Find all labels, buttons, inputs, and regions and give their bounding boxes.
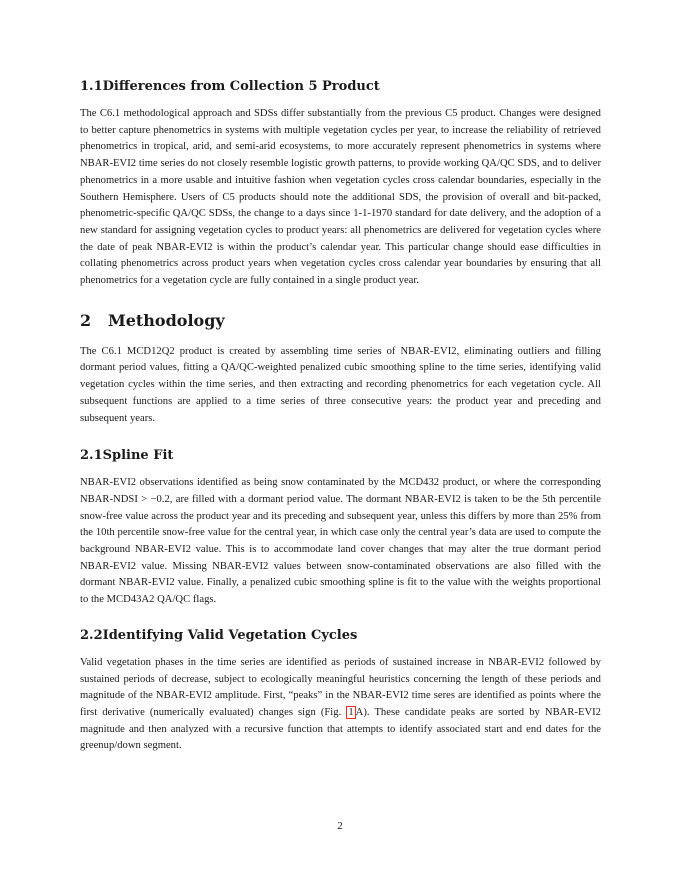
section-1-1: [80, 78, 601, 290]
section-number: 1.1: [80, 79, 103, 94]
section-title: Spline Fit: [102, 448, 174, 464]
section-title: Differences from Collection 5 Product: [102, 79, 380, 94]
paragraph-text: A). These candidate peaks are sorted by NBAR-EVI2 magnitude and then analyzed with a recursive function that attempts to identify associated start and end dates for the greenup/down segment.: [80, 706, 601, 752]
section-heading: [80, 447, 601, 465]
page-content: [80, 78, 601, 755]
section-2: [80, 310, 601, 428]
section-paragraph: NBAR-EVI2 observations identified as being snow contaminated by the MCD432 product, or where the corresponding NBAR-NDSI > −0.2, are filled with a dormant period value. The dormant NBAR-EVI2 is taken to be the 5th percentile snow-free value across the product year and its preceding and subsequent year, unless this differs by more than 25% from the 10th percentile snow-free value for the central year, in which case only the central year’s data are used to compute the background NBAR-EVI2 value. This is to accommodate land cover changes that may alter the true dormant period NBAR-EVI2 value. Missing NBAR-EVI2 values between snow-contaminated observations are also filled with the dormant NBAR-EVI2 value. Finally, a penalized cubic smoothing spline is fit to the value with the weights proportional to the MCD43A2 QA/QC flags.: [80, 477, 601, 606]
figure-reference-link[interactable]: 1: [348, 706, 354, 718]
section-2-1: [80, 447, 601, 609]
section-number: 2.1: [80, 448, 103, 464]
section-heading: [80, 78, 601, 96]
section-heading: [80, 627, 601, 645]
section-paragraph: The C6.1 MCD12Q2 product is created by assembling time series of NBAR-EVI2, eliminating outliers and filling dormant period values, fitting a QA/QC-weighted penalized cubic smoothing spline to the time series, identifying valid vegetation cycles within the time series, and then extracting and recording phenometrics for each vegetation cycle. All subsequent functions are applied to a time series of three consecutive years: the product year and preceding and subsequent years.: [80, 345, 601, 424]
section-paragraph: [80, 655, 601, 755]
section-number: 2: [80, 310, 92, 330]
section-number: 2.2: [80, 627, 103, 643]
page-number: 2: [337, 820, 343, 832]
section-paragraph: The C6.1 methodological approach and SDSs differ substantially from the previous C5 product. Changes were designed to better capture phenometrics in systems with multiple vegetation cycles per year, to increase the reliability of retrieved phenometrics in tropical, arid, and semi-arid ecosystems, to more accurately represent phenometrics in systems where NBAR-EVI2 time series do not closely resemble logistic growth patterns, to provide working QA/QC SDS, and to deliver phenometrics in a more usable and intuitive fashion when vegetation cycles cross calendar boundaries, especially in the Southern Hemisphere. Users of C5 products should note the additional SDS, the provision of overall and bit-packed, phenometric-specific QA/QC SDSs, the change to a days since 1-1-1970 standard for date delivery, and the adoption of a new standard for assigning vegetation cycles to product years: all phenometrics are delivered for vegetation cycles where the date of peak NBAR-EVI2 is within the product’s calendar year. This particular change should ease difficulties in collating phenometrics across product years when vegetation cycles cross calendar year boundaries by ensuring that all phenometrics for a vegetation cycle are fully contained in a single product year.: [80, 108, 601, 287]
paragraph-text: Valid vegetation phases in the time series are identified as periods of sustained increase in NBAR-EVI2 followed by sustained periods of decrease, subject to ecologically meaningful heuristics concerning the length of these periods and magnitude of the NBAR-EVI2 amplitude. First, “peaks” in the NBAR-EVI2 time seres are identified as points where the first derivative (numerically evaluated) changes sign (Fig.: [80, 656, 601, 718]
section-title: Identifying Valid Vegetation Cycles: [102, 627, 358, 643]
section-title: Methodology: [108, 310, 225, 330]
section-2-2: [80, 627, 601, 755]
section-heading: [80, 310, 601, 332]
